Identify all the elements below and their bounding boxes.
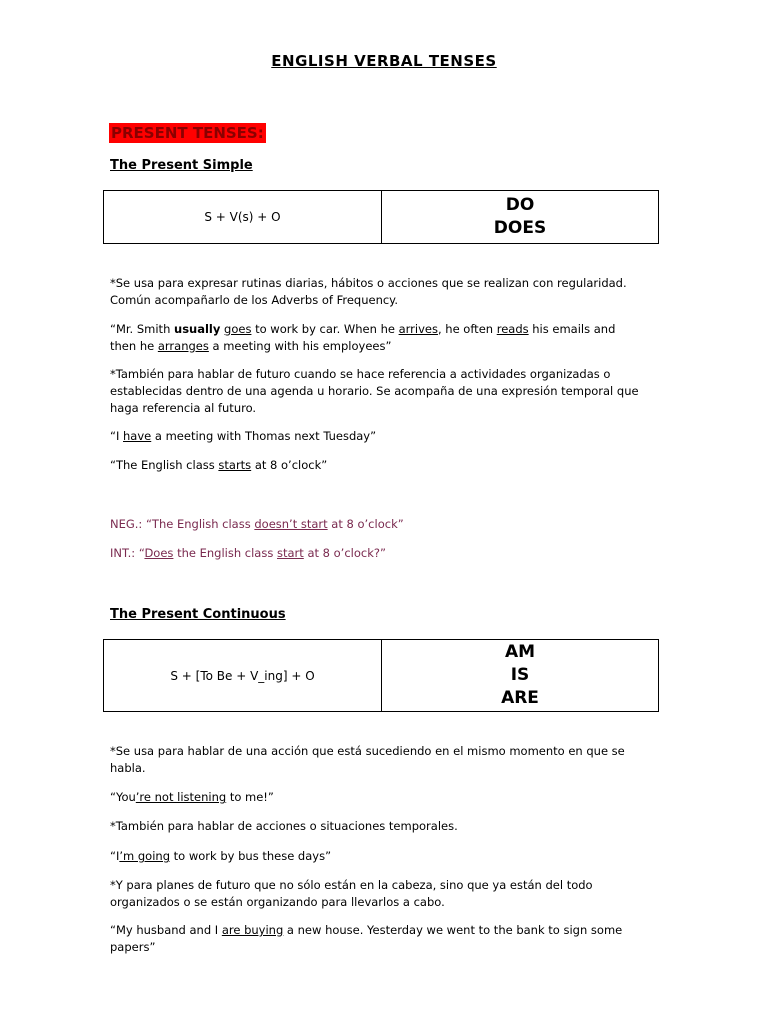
auxiliaries-present-simple: [382, 191, 658, 243]
formula-box-present-simple: [103, 190, 659, 244]
formula-box-present-continuous: [103, 639, 659, 712]
formula-present-continuous: S + [To Be + V_ing] + O: [104, 640, 382, 711]
auxiliaries-present-continuous: [382, 640, 658, 711]
example-buying-house: “My husband and I are buying a new house. Yesterday we went to the bank to sign some papers”: [110, 923, 623, 954]
example-going-by-bus: “I’m going to work by bus these days”: [110, 849, 332, 863]
usage-present-continuous-now: *Se usa para hablar de una acción que está sucediendo en el mismo momento en que se habla.: [110, 744, 625, 775]
usage-present-simple-routines: *Se usa para expresar rutinas diarias, hábitos o acciones que se realizan con regularidad. Común acompañarlo de los Adverbs of Frequency.: [110, 276, 627, 307]
example-english-class: “The English class starts at 8 o’clock”: [110, 458, 328, 472]
auxiliary-does: DOES: [493, 218, 547, 238]
example-mr-smith: “Mr. Smith usually goes to work by car. When he arrives, he often reads his emails and then he arranges a meeting with his employees”: [110, 322, 616, 353]
heading-present-simple: The Present Simple: [110, 158, 253, 173]
auxiliary-am: AM: [504, 642, 536, 662]
auxiliary-are: ARE: [501, 688, 539, 708]
example-negative: NEG.: “The English class doesn’t start at 8 o’clock”: [110, 517, 404, 531]
section-heading-present-tenses: PRESENT TENSES:: [111, 124, 264, 142]
example-interrogative: INT.: “Does the English class start at 8 o’clock?”: [110, 546, 386, 560]
heading-present-continuous: The Present Continuous: [110, 607, 286, 622]
usage-present-continuous-temporary: *También para hablar de acciones o situaciones temporales.: [110, 819, 458, 833]
usage-present-simple-future: *También para hablar de futuro cuando se hace referencia a actividades organizadas o establecidas dentro de una agenda u horario. Se acompaña de una expresión temporal que haga referencia al futuro.: [110, 367, 639, 415]
example-not-listening: “You’re not listening to me!”: [110, 790, 274, 804]
auxiliary-is: IS: [510, 665, 530, 685]
auxiliary-do: DO: [505, 195, 535, 215]
example-meeting-thomas: “I have a meeting with Thomas next Tuesday”: [110, 429, 377, 443]
formula-present-simple: S + V(s) + O: [104, 191, 382, 243]
document-title: ENGLISH VERBAL TENSES: [271, 52, 497, 70]
usage-present-continuous-plans: *Y para planes de futuro que no sólo están en la cabeza, sino que ya están del todo organizados o se están organizando para llevarlos a cabo.: [110, 878, 593, 909]
